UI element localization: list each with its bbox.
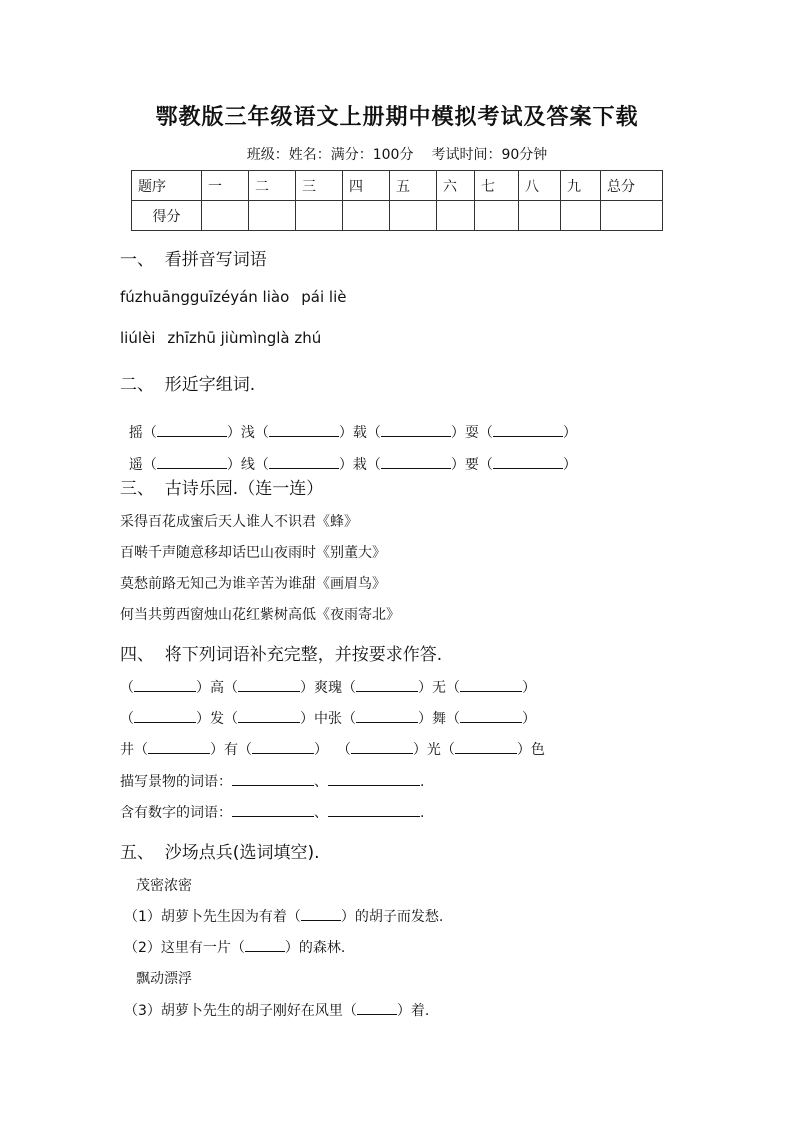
poem-line: 何当共剪西窗烛山花红紫树高低《夜雨寄北》 — [120, 607, 400, 623]
answer-blank[interactable] — [252, 739, 314, 754]
answer-blank[interactable] — [351, 739, 413, 754]
answer-blank[interactable] — [455, 739, 517, 754]
answer-blank[interactable] — [460, 677, 522, 692]
pinyin-text: pái liè — [301, 288, 347, 306]
idiom-char: 发 — [210, 711, 224, 727]
char: 摇 — [128, 425, 143, 441]
question-text: （3）胡萝卜先生的胡子刚好在风里（ — [124, 1003, 357, 1019]
idiom-char: 色 — [530, 742, 545, 758]
fill-question — [124, 906, 443, 926]
end-mark: . — [420, 774, 425, 790]
separator: 、 — [314, 805, 328, 821]
answer-blank[interactable] — [238, 708, 300, 723]
idiom-row: （ ）发（ ）中张（ ）舞（ ） — [120, 708, 536, 728]
idiom-char: 舞 — [432, 711, 446, 727]
answer-blank[interactable] — [134, 708, 196, 723]
section-heading: 四、 将下列词语补充完整，并按要求作答. — [120, 645, 443, 665]
score-table-score-row — [132, 201, 663, 231]
answer-blank[interactable] — [301, 906, 341, 921]
table-cell: 得分 — [132, 201, 202, 231]
idiom-row: （ ）高（ ）爽瑰（ ）无（ ） — [120, 677, 536, 697]
answer-blank[interactable] — [493, 422, 563, 437]
score-cell[interactable] — [390, 201, 437, 231]
table-cell: 四 — [343, 171, 390, 201]
answer-blank[interactable] — [328, 802, 420, 817]
score-cell[interactable] — [601, 201, 663, 231]
pinyin-text: zhīzhū jiùmìnglà zhú — [167, 329, 322, 347]
table-cell: 六 — [437, 171, 475, 201]
table-cell: 一 — [202, 171, 249, 201]
answer-blank[interactable] — [134, 677, 196, 692]
pinyin-text: liúlèi — [120, 329, 156, 347]
table-cell: 二 — [249, 171, 296, 201]
answer-blank[interactable] — [356, 677, 418, 692]
poem-line: 采得百花成蜜后天人谁人不识君《蜂》 — [120, 514, 358, 530]
char: 耍 — [464, 425, 479, 441]
answer-blank[interactable] — [269, 422, 339, 437]
page-title: 鄂教版三年级语文上册期中模拟考试及答案下载 — [155, 104, 639, 130]
answer-blank[interactable] — [245, 937, 285, 952]
answer-blank[interactable] — [357, 1000, 397, 1015]
score-cell[interactable] — [475, 201, 519, 231]
score-cell[interactable] — [343, 201, 390, 231]
answer-blank[interactable] — [232, 771, 314, 786]
answer-blank[interactable] — [157, 422, 227, 437]
score-cell[interactable] — [296, 201, 343, 231]
char: 线 — [240, 457, 255, 473]
idiom-char: 有 — [224, 742, 238, 758]
char-row: 遥（ ）线（ ）栽（ ）要（ ） — [120, 438, 577, 474]
table-cell: 三 — [296, 171, 343, 201]
char: 载 — [352, 425, 367, 441]
answer-blank[interactable] — [381, 454, 451, 469]
table-cell: 五 — [390, 171, 437, 201]
section-heading: 三、 古诗乐园.（连一连） — [120, 479, 324, 499]
time-info: 考试时间：90分钟 — [431, 147, 548, 163]
idiom-char: 爽瑰 — [314, 680, 342, 696]
answer-blank[interactable] — [269, 454, 339, 469]
answer-blank[interactable] — [460, 708, 522, 723]
section-heading: 一、 看拼音写词语 — [120, 250, 267, 270]
score-cell[interactable] — [249, 201, 296, 231]
table-cell: 七 — [475, 171, 519, 201]
word-choices: 茂密浓密 — [136, 878, 192, 894]
score-cell[interactable] — [437, 201, 475, 231]
answer-blank[interactable] — [148, 739, 210, 754]
idiom-row: 井（ ）有（ ） （ ）光（ ）色 — [120, 739, 545, 759]
answer-blank[interactable] — [238, 677, 300, 692]
answer-blank[interactable] — [232, 802, 314, 817]
fill-question — [124, 1000, 429, 1020]
score-cell[interactable] — [519, 201, 561, 231]
poem-line: 莫愁前路无知己为谁辛苦为谁甜《画眉鸟》 — [120, 576, 386, 592]
char: 栽 — [352, 457, 367, 473]
poem-line: 百啭千声随意移却话巴山夜雨时《别董大》 — [120, 545, 386, 561]
answer-blank[interactable] — [328, 771, 420, 786]
section-heading: 二、 形近字组词. — [120, 375, 256, 395]
score-table — [131, 170, 663, 231]
idiom-char: 井 — [120, 742, 134, 758]
exam-info — [0, 144, 794, 164]
pinyin-line — [120, 329, 321, 347]
word-choices: 飘动漂浮 — [136, 971, 192, 987]
answer-blank[interactable] — [381, 422, 451, 437]
table-cell: 九 — [561, 171, 601, 201]
question-text: （2）这里有一片（ — [124, 940, 245, 956]
answer-blank[interactable] — [356, 708, 418, 723]
answer-blank[interactable] — [157, 454, 227, 469]
score-cell[interactable] — [561, 201, 601, 231]
end-mark: . — [420, 805, 425, 821]
score-table-header-row — [132, 171, 663, 201]
question-text: ）的森林. — [284, 940, 346, 956]
pinyin-line — [120, 288, 346, 306]
class-info: 班级：姓名：满分：100分 — [246, 147, 414, 163]
idiom-char: 高 — [210, 680, 224, 696]
idiom-char: 中张 — [314, 711, 342, 727]
landscape-words-line — [120, 771, 424, 791]
pinyin-text: fúzhuāngguīzéyán liào — [120, 288, 290, 306]
idiom-char: 无 — [432, 680, 446, 696]
char: 浅 — [240, 425, 255, 441]
question-label: 描写景物的词语： — [120, 774, 232, 790]
table-cell: 题序 — [132, 171, 202, 201]
question-text: （1）胡萝卜先生因为有着（ — [124, 909, 301, 925]
fill-question — [124, 937, 345, 957]
section-heading: 五、 沙场点兵(选词填空). — [120, 843, 320, 863]
char: 要 — [464, 457, 479, 473]
table-cell: 八 — [519, 171, 561, 201]
number-words-line — [120, 802, 424, 822]
table-cell: 总分 — [601, 171, 663, 201]
char: 遥 — [128, 457, 143, 473]
separator: 、 — [314, 774, 328, 790]
answer-blank[interactable] — [493, 454, 563, 469]
char-row: 摇（ ）浅（ ）载（ ）耍（ ） — [120, 406, 577, 442]
idiom-char: 光 — [426, 742, 441, 758]
score-cell[interactable] — [202, 201, 249, 231]
question-text: ）的胡子而发愁. — [340, 909, 444, 925]
question-text: ）着. — [396, 1003, 430, 1019]
question-label: 含有数字的词语： — [120, 805, 232, 821]
